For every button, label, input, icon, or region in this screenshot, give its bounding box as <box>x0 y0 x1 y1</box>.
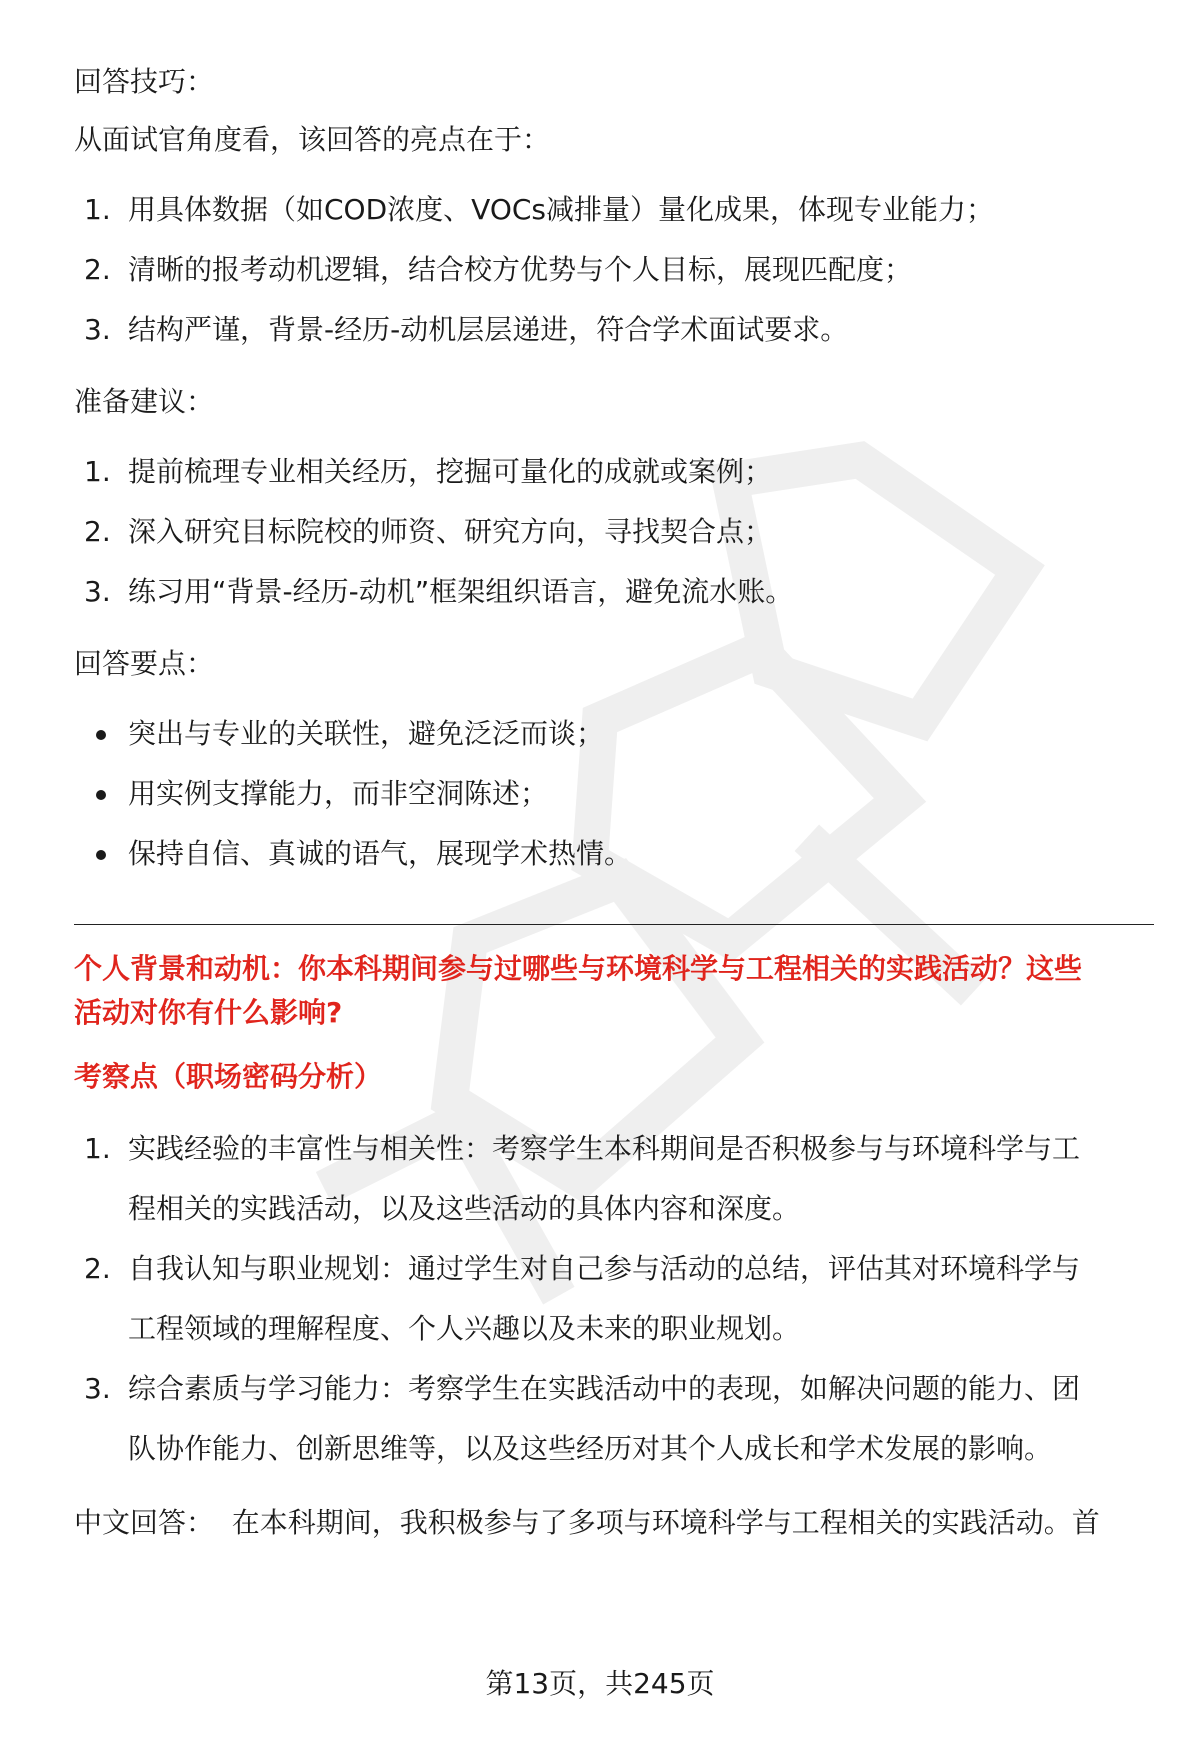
list-item: 2. 自我认知与职业规划：通过学生对自己参与活动的总结，评估其对环境科学与 工程领域的理解程度、个人兴趣以及未来的职业规划。 <box>84 1252 1081 1345</box>
list-item: 保持自信、真诚的语气，展现学术热情。 <box>74 824 1154 884</box>
list-item: 3. 练习用“背景-经历-动机”框架组织语言，避免流水账。 <box>84 575 794 608</box>
tips-list <box>74 180 1154 360</box>
list-item: 3. 综合素质与学习能力：考察学生在实践活动中的表现，如解决问题的能力、团 队协作能力、创新思维等，以及这些经历对其个人成长和学术发展的影响。 <box>84 1372 1081 1465</box>
content-area <box>74 62 1154 1543</box>
prep-list <box>74 442 1154 622</box>
analysis-list <box>74 1119 1154 1479</box>
analysis-heading: 考察点（职场密码分析） <box>74 1060 383 1093</box>
bullet-icon <box>96 850 106 860</box>
keypoints-heading: 回答要点： <box>74 647 215 680</box>
list-item: 1. 实践经验的丰富性与相关性：考察学生本科期间是否积极参与与环境科学与工 程相关的实践活动，以及这些活动的具体内容和深度。 <box>84 1132 1081 1225</box>
question-title-line2: 活动对你有什么影响? <box>74 996 343 1029</box>
answer-line: 中文回答： 在本科期间，我积极参与了多项与环境科学与工程相关的实践活动。首 <box>74 1506 1100 1539</box>
bullet-icon <box>96 730 106 740</box>
keypoints-list <box>74 704 1154 884</box>
list-item: 1. 用具体数据（如COD浓度、VOCs减排量）量化成果，体现专业能力； <box>84 193 994 226</box>
list-item: 突出与专业的关联性，避免泛泛而谈； <box>74 704 1154 764</box>
tips-intro: 从面试官角度看，该回答的亮点在于： <box>74 123 551 156</box>
question-title-line1: 个人背景和动机：你本科期间参与过哪些与环境科学与工程相关的实践活动？这些 <box>74 952 1083 985</box>
prep-heading: 准备建议： <box>74 385 215 418</box>
list-item: 1. 提前梳理专业相关经历，挖掘可量化的成就或案例； <box>84 455 773 488</box>
page-footer: 第13页，共245页 <box>485 1667 715 1700</box>
list-item: 3. 结构严谨，背景-经历-动机层层递进，符合学术面试要求。 <box>84 313 849 346</box>
list-item: 用实例支撑能力，而非空洞陈述； <box>74 764 1154 824</box>
section-divider <box>74 924 1154 925</box>
tips-heading: 回答技巧： <box>74 65 215 98</box>
list-item: 2. 深入研究目标院校的师资、研究方向，寻找契合点； <box>84 515 773 548</box>
bullet-icon <box>96 790 106 800</box>
list-item: 2. 清晰的报考动机逻辑，结合校方优势与个人目标，展现匹配度； <box>84 253 913 286</box>
